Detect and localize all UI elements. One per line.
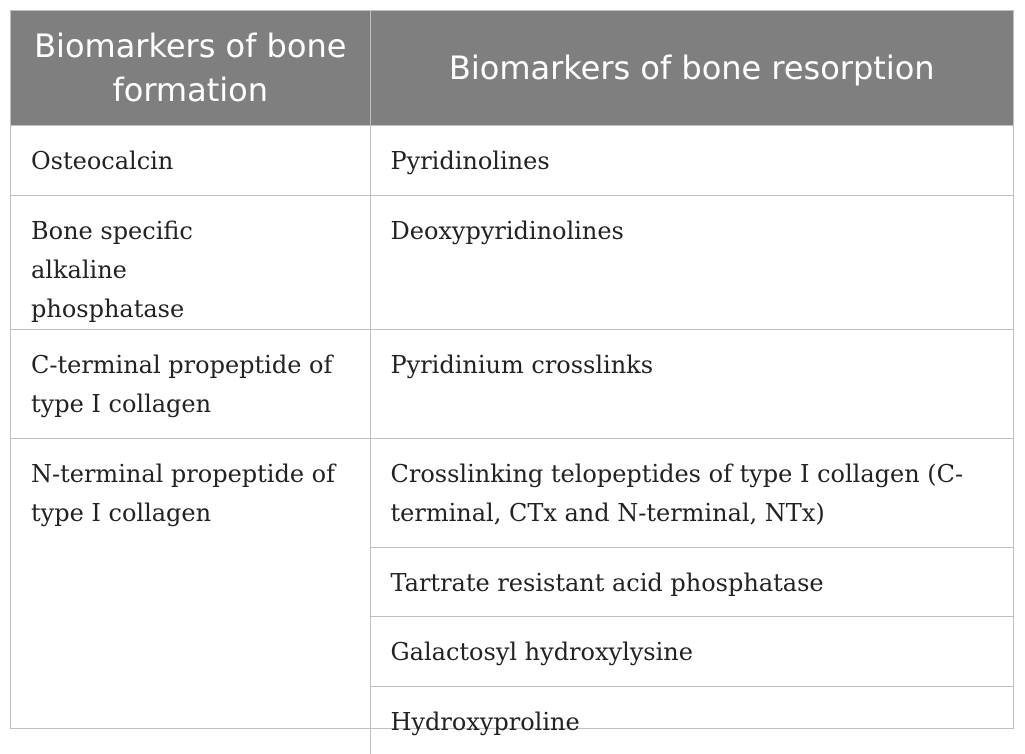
biomarkers-table — [10, 10, 1014, 736]
biomarkers-table-grid — [11, 11, 1013, 754]
header-bone-formation: Biomarkers of bone formation — [11, 11, 370, 125]
table-header-row — [11, 11, 1013, 125]
header-bone-resorption: Biomarkers of bone resorption — [370, 11, 1013, 125]
formation-cell: N-terminal propeptide of type I collagen — [11, 438, 370, 754]
resorption-cell: Crosslinking telopeptides of type I collagen (C-terminal, CTx and N-terminal, NTx) — [370, 438, 1013, 547]
resorption-cell: Pyridinolines — [370, 125, 1013, 195]
table-row — [11, 438, 1013, 547]
resorption-cell: Deoxypyridinolines — [370, 195, 1013, 329]
formation-cell: Bone specific alkaline phosphatase — [11, 195, 370, 329]
formation-cell: C-terminal propeptide of type I collagen — [11, 329, 370, 438]
formation-cell: Osteocalcin — [11, 125, 370, 195]
resorption-cell: Hydroxyproline — [370, 686, 1013, 754]
resorption-cell: Galactosyl hydroxylysine — [370, 616, 1013, 686]
table-row — [11, 195, 1013, 329]
table-row — [11, 329, 1013, 438]
resorption-cell: Pyridinium crosslinks — [370, 329, 1013, 438]
table-row — [11, 125, 1013, 195]
resorption-cell: Tartrate resistant acid phosphatase — [370, 547, 1013, 616]
